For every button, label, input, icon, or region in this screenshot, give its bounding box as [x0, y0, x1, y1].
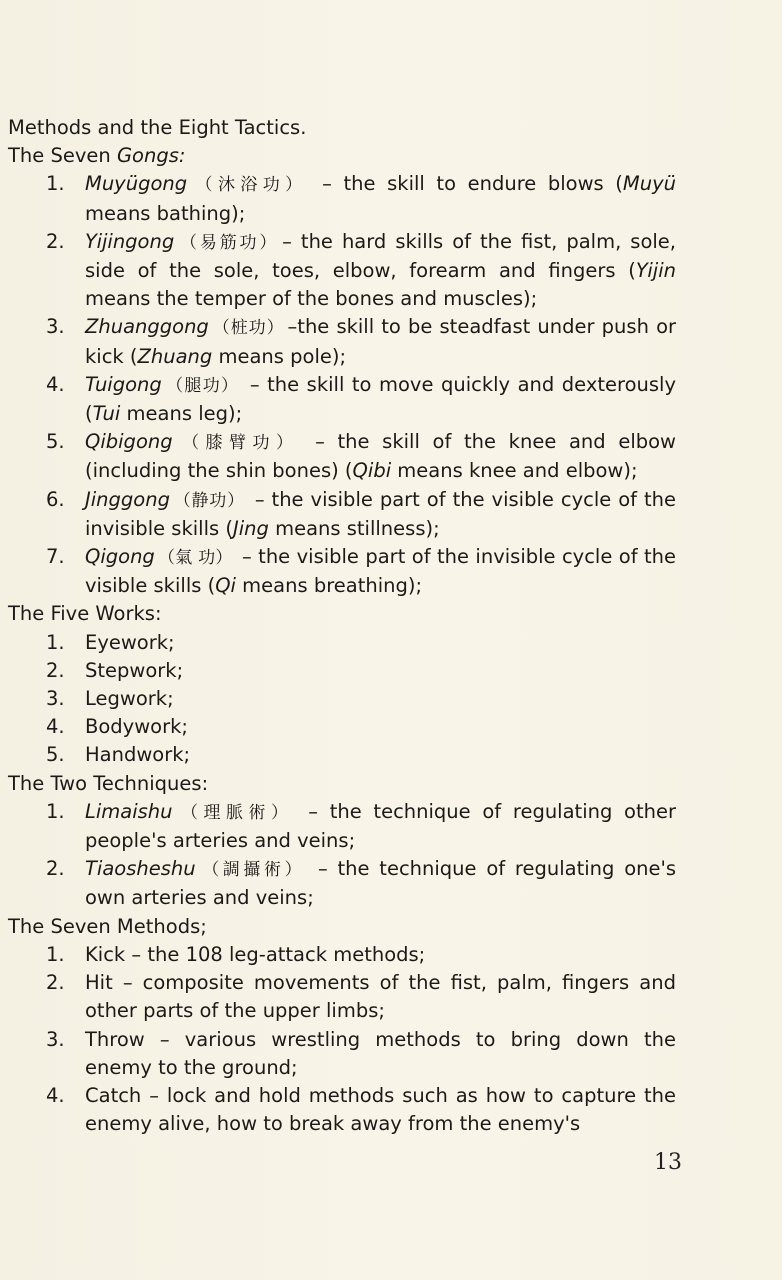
work-item [8, 741, 676, 769]
work-item [8, 713, 676, 741]
gong-term-meaning: Qi [215, 574, 236, 598]
method-text: Throw – various wrestling methods to bring down the enemy to the ground; [85, 1027, 676, 1079]
technique-description: – the technique of regulating other people's arteries and veins; [85, 799, 676, 853]
gong-term: Tuigong [85, 372, 162, 396]
gong-item [8, 543, 676, 600]
gong-description: –the skill to be steadfast under push or kick ( [85, 315, 677, 368]
works-list [8, 629, 676, 770]
technique-item [8, 798, 676, 855]
gong-term-meaning: Jing [232, 516, 269, 540]
gong-description: – the skill to move quickly and dexterously ( [85, 372, 677, 426]
chinese-characters: （沐浴功） [190, 175, 308, 196]
gongs-heading [8, 142, 676, 170]
gong-item [8, 313, 676, 370]
methods-heading: The Seven Methods; [8, 914, 207, 938]
item-number: 2. [46, 229, 65, 253]
chinese-characters: （腿功） [164, 375, 240, 396]
gong-term-meaning: Yijin [635, 259, 676, 283]
intro-line: Methods and the Eight Tactics. [8, 116, 307, 139]
method-text: Kick – the 108 leg-attack methods; [85, 942, 426, 966]
method-text: Catch – lock and hold methods such as how to capture the enemy alive, how to break away from the enemy's [85, 1083, 676, 1136]
gong-term-meaning: Qibi [352, 459, 392, 483]
gong-description: – the visible part of the visible cycle of the invisible skills ( [85, 487, 676, 540]
item-number: 1. [46, 799, 65, 823]
gong-item [8, 170, 676, 227]
item-number: 2. [46, 857, 65, 881]
technique-item [8, 855, 676, 912]
chinese-characters: （理脈術） [175, 802, 294, 823]
work-item [8, 657, 676, 685]
method-text: Hit – composite movements of the fist, palm, fingers and other parts of the upper limbs; [85, 971, 676, 1023]
item-number: 7. [46, 545, 65, 569]
gongs-list [8, 170, 676, 600]
item-number: 2. [46, 971, 65, 995]
gong-meaning: means leg); [120, 402, 243, 426]
methods-list [8, 941, 676, 1138]
item-number: 5. [46, 743, 65, 767]
gongs-heading-italic: Gongs: [116, 144, 186, 168]
item-number: 1. [46, 942, 65, 966]
method-item [8, 941, 676, 969]
gong-description: – the skill to endure blows ( [310, 172, 623, 196]
gong-term: Zhuanggong [85, 315, 209, 339]
gong-description: – the hard skills of the fist, palm, sole, side of the sole, toes, elbow, forearm and fingers ( [85, 229, 677, 283]
chinese-characters: （膝臂功） [175, 433, 300, 454]
technique-term: Limaishu [85, 799, 173, 823]
item-number: 3. [46, 1027, 65, 1051]
item-number: 4. [46, 372, 65, 396]
techniques-list [8, 798, 676, 913]
item-number: 4. [46, 1083, 65, 1107]
chinese-characters: （氣 功） [157, 548, 233, 569]
work-text: Handwork; [85, 743, 191, 767]
gong-meaning: means bathing); [85, 201, 246, 225]
chinese-characters: （静功） [172, 490, 245, 511]
item-number: 6. [46, 487, 65, 511]
gong-term-meaning: Tui [92, 402, 121, 426]
item-number: 3. [46, 687, 65, 711]
gong-description: – the skill of the knee and elbow (including the shin bones) ( [85, 430, 676, 483]
item-number: 2. [46, 658, 65, 682]
gong-term: Jinggong [85, 487, 170, 511]
item-number: 1. [46, 630, 65, 654]
method-item [8, 1026, 676, 1082]
work-text: Bodywork; [85, 715, 188, 739]
gong-item [8, 486, 676, 543]
gong-term: Qibigong [85, 430, 173, 454]
item-number: 5. [46, 430, 65, 454]
gong-meaning: means pole); [212, 344, 347, 368]
gongs-heading-text: The Seven [8, 144, 117, 168]
method-item [8, 1082, 676, 1138]
item-number: 3. [46, 315, 65, 339]
gong-item [8, 428, 676, 485]
gong-term: Qigong [85, 545, 155, 569]
work-item [8, 629, 676, 657]
work-text: Legwork; [85, 687, 174, 711]
gong-item [8, 228, 676, 314]
chinese-characters: （調攝術） [198, 860, 306, 881]
chinese-characters: （桩功） [211, 318, 285, 339]
chinese-characters: （易筋功） [177, 232, 280, 253]
technique-description: – the technique of regulating one's own arteries and veins; [85, 857, 676, 910]
gong-item [8, 371, 676, 428]
method-item [8, 969, 676, 1025]
technique-term: Tiaosheshu [85, 857, 196, 881]
gong-meaning: means the temper of the bones and muscles); [85, 287, 538, 311]
gong-meaning: means knee and elbow); [391, 459, 638, 483]
gong-term-meaning: Muyü [622, 172, 677, 196]
work-item [8, 685, 676, 713]
page-body [8, 114, 676, 1138]
gong-term-meaning: Zhuang [137, 344, 213, 368]
work-text: Stepwork; [85, 658, 184, 682]
techniques-heading: The Two Techniques: [8, 771, 209, 795]
works-heading: The Five Works: [8, 602, 162, 626]
gong-term: Yijingong [85, 229, 175, 253]
item-number: 1. [46, 172, 65, 196]
gong-description: – the visible part of the invisible cycle of the visible skills ( [85, 545, 676, 598]
gong-meaning: means stillness); [268, 516, 440, 540]
work-text: Eyework; [85, 630, 175, 654]
gong-term: Muyügong [85, 172, 188, 196]
page-number: 13 [654, 1150, 682, 1175]
item-number: 4. [46, 715, 65, 739]
gong-meaning: means breathing); [235, 574, 423, 598]
